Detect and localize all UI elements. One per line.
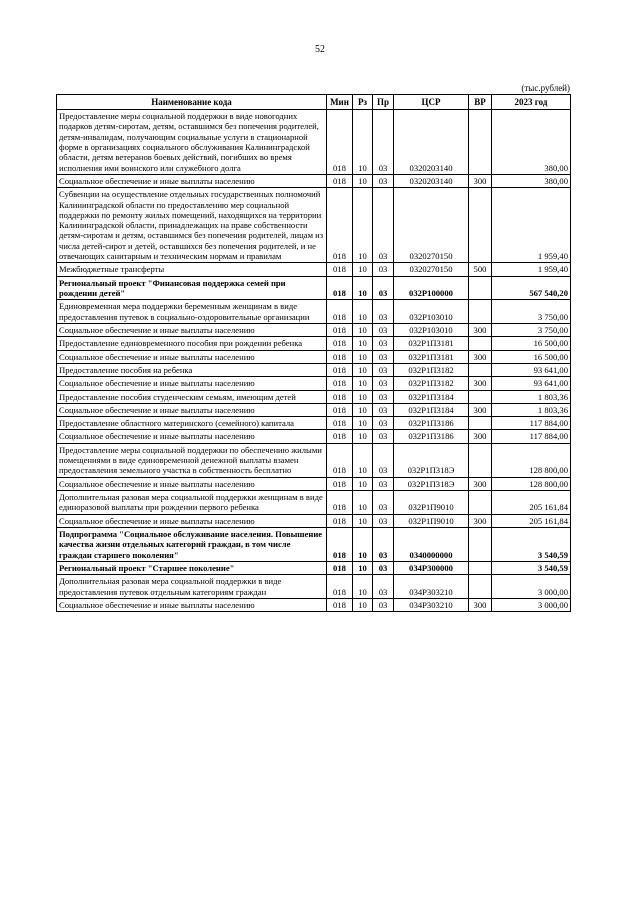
cell-min: 018 bbox=[327, 110, 353, 175]
cell-name: Социальное обеспечение и иные выплаты населению bbox=[57, 323, 327, 336]
cell-csr: 034P300000 bbox=[394, 561, 469, 574]
cell-csr: 032P1П3186 bbox=[394, 430, 469, 443]
table-row bbox=[57, 575, 571, 599]
cell-vr: 300 bbox=[469, 430, 492, 443]
cell-rz: 10 bbox=[353, 350, 373, 363]
cell-pr: 03 bbox=[373, 276, 394, 300]
column-header-rz: Рз bbox=[353, 95, 373, 110]
budget-table bbox=[56, 94, 571, 612]
cell-rz: 10 bbox=[353, 443, 373, 477]
cell-amount: 1 959,40 bbox=[492, 263, 571, 276]
cell-min: 018 bbox=[327, 561, 353, 574]
cell-csr: 0340000000 bbox=[394, 527, 469, 561]
cell-pr: 03 bbox=[373, 263, 394, 276]
cell-pr: 03 bbox=[373, 337, 394, 350]
cell-name: Социальное обеспечение и иные выплаты населению bbox=[57, 377, 327, 390]
cell-csr: 032P1П3182 bbox=[394, 363, 469, 376]
cell-csr: 032P1П318Э bbox=[394, 477, 469, 490]
cell-name: Единовременная мера поддержки беременным женщинам в виде предоставления путевок в социально-оздоровительные организации bbox=[57, 300, 327, 324]
cell-name: Предоставление пособия студенческим семьям, имеющим детей bbox=[57, 390, 327, 403]
cell-vr bbox=[469, 491, 492, 515]
cell-csr: 032P1П3184 bbox=[394, 390, 469, 403]
cell-name: Социальное обеспечение и иные выплаты населению bbox=[57, 477, 327, 490]
cell-rz: 10 bbox=[353, 377, 373, 390]
column-header-csr: ЦСР bbox=[394, 95, 469, 110]
cell-vr bbox=[469, 276, 492, 300]
cell-vr bbox=[469, 417, 492, 430]
cell-name: Социальное обеспечение и иные выплаты населению bbox=[57, 514, 327, 527]
column-header-pr: Пр bbox=[373, 95, 394, 110]
cell-csr: 032P103010 bbox=[394, 300, 469, 324]
table-row bbox=[57, 110, 571, 175]
table-row bbox=[57, 300, 571, 324]
units-label: (тыс.рублей) bbox=[521, 83, 570, 93]
cell-rz: 10 bbox=[353, 403, 373, 416]
table-row bbox=[57, 477, 571, 490]
cell-amount: 93 641,00 bbox=[492, 377, 571, 390]
table-row bbox=[57, 598, 571, 611]
cell-pr: 03 bbox=[373, 575, 394, 599]
cell-name: Дополнительная разовая мера социальной поддержки женщинам в виде единоразовой выплаты при рождении первого ребенка bbox=[57, 491, 327, 515]
cell-vr: 300 bbox=[469, 598, 492, 611]
cell-pr: 03 bbox=[373, 430, 394, 443]
cell-csr: 032P1П3182 bbox=[394, 377, 469, 390]
table-row bbox=[57, 443, 571, 477]
cell-vr bbox=[469, 188, 492, 263]
cell-pr: 03 bbox=[373, 323, 394, 336]
cell-min: 018 bbox=[327, 527, 353, 561]
cell-min: 018 bbox=[327, 491, 353, 515]
cell-csr: 034P303210 bbox=[394, 598, 469, 611]
cell-amount: 93 641,00 bbox=[492, 363, 571, 376]
table-row bbox=[57, 390, 571, 403]
cell-amount: 3 000,00 bbox=[492, 598, 571, 611]
cell-csr: 032P100000 bbox=[394, 276, 469, 300]
cell-vr bbox=[469, 337, 492, 350]
cell-vr bbox=[469, 561, 492, 574]
cell-min: 018 bbox=[327, 174, 353, 187]
cell-csr: 032P1П9010 bbox=[394, 491, 469, 515]
column-header-name: Наименование кода bbox=[57, 95, 327, 110]
cell-rz: 10 bbox=[353, 300, 373, 324]
table-row bbox=[57, 337, 571, 350]
cell-vr bbox=[469, 110, 492, 175]
cell-csr: 032P103010 bbox=[394, 323, 469, 336]
cell-amount: 16 500,00 bbox=[492, 350, 571, 363]
cell-name: Предоставление пособия на ребенка bbox=[57, 363, 327, 376]
cell-name: Социальное обеспечение и иные выплаты населению bbox=[57, 174, 327, 187]
cell-amount: 1 803,36 bbox=[492, 390, 571, 403]
cell-min: 018 bbox=[327, 598, 353, 611]
cell-csr: 032P1П9010 bbox=[394, 514, 469, 527]
cell-name: Предоставление меры социальной поддержки по обеспечению жилыми помещениями в виде единовременной денежной выплаты взамен предоставления земельного участка в собственность бесплатно bbox=[57, 443, 327, 477]
cell-amount: 380,00 bbox=[492, 174, 571, 187]
cell-amount: 1 959,40 bbox=[492, 188, 571, 263]
cell-name: Субвенции на осуществление отдельных государственных полномочий Калининградской области по предоставлению мер социальной поддержки по ремонту жилых помещений, находящихся на территории Калининградской области, принадлежащих на праве собственности детям-сиротам и детям, оставшимся без попечения родителей, лицам из числа детей-сирот и детей, оставшихся без попечения родителей, и не отвечающих санитарным и техническим нормам и правилам bbox=[57, 188, 327, 263]
cell-amount: 128 800,00 bbox=[492, 443, 571, 477]
cell-rz: 10 bbox=[353, 430, 373, 443]
table-row bbox=[57, 491, 571, 515]
cell-amount: 380,00 bbox=[492, 110, 571, 175]
cell-csr: 032P1П3181 bbox=[394, 350, 469, 363]
cell-vr: 300 bbox=[469, 377, 492, 390]
cell-pr: 03 bbox=[373, 417, 394, 430]
cell-vr: 300 bbox=[469, 323, 492, 336]
table-row bbox=[57, 527, 571, 561]
cell-vr bbox=[469, 443, 492, 477]
cell-rz: 10 bbox=[353, 477, 373, 490]
cell-vr bbox=[469, 363, 492, 376]
cell-min: 018 bbox=[327, 323, 353, 336]
cell-pr: 03 bbox=[373, 443, 394, 477]
cell-vr bbox=[469, 300, 492, 324]
cell-min: 018 bbox=[327, 377, 353, 390]
cell-vr bbox=[469, 390, 492, 403]
cell-csr: 0320270150 bbox=[394, 263, 469, 276]
cell-rz: 10 bbox=[353, 188, 373, 263]
table-body bbox=[57, 110, 571, 612]
cell-pr: 03 bbox=[373, 598, 394, 611]
cell-rz: 10 bbox=[353, 575, 373, 599]
column-header-vr: ВР bbox=[469, 95, 492, 110]
cell-min: 018 bbox=[327, 514, 353, 527]
table-row bbox=[57, 561, 571, 574]
cell-name: Межбюджетные трансферты bbox=[57, 263, 327, 276]
column-header-min: Мин bbox=[327, 95, 353, 110]
cell-amount: 567 540,20 bbox=[492, 276, 571, 300]
table-row bbox=[57, 417, 571, 430]
cell-amount: 205 161,84 bbox=[492, 491, 571, 515]
cell-amount: 3 750,00 bbox=[492, 300, 571, 324]
cell-pr: 03 bbox=[373, 110, 394, 175]
cell-amount: 3 750,00 bbox=[492, 323, 571, 336]
cell-min: 018 bbox=[327, 337, 353, 350]
cell-min: 018 bbox=[327, 575, 353, 599]
cell-name: Региональный проект "Старшее поколение" bbox=[57, 561, 327, 574]
table-row bbox=[57, 188, 571, 263]
cell-rz: 10 bbox=[353, 514, 373, 527]
cell-pr: 03 bbox=[373, 477, 394, 490]
cell-rz: 10 bbox=[353, 110, 373, 175]
table-row bbox=[57, 174, 571, 187]
cell-amount: 3 000,00 bbox=[492, 575, 571, 599]
cell-rz: 10 bbox=[353, 174, 373, 187]
cell-name: Предоставление единовременного пособия при рождении ребенка bbox=[57, 337, 327, 350]
table-row bbox=[57, 377, 571, 390]
cell-min: 018 bbox=[327, 403, 353, 416]
table-row bbox=[57, 514, 571, 527]
cell-amount: 16 500,00 bbox=[492, 337, 571, 350]
cell-pr: 03 bbox=[373, 561, 394, 574]
cell-amount: 117 884,00 bbox=[492, 430, 571, 443]
cell-pr: 03 bbox=[373, 174, 394, 187]
cell-min: 018 bbox=[327, 417, 353, 430]
cell-min: 018 bbox=[327, 276, 353, 300]
cell-csr: 0320203140 bbox=[394, 174, 469, 187]
cell-min: 018 bbox=[327, 263, 353, 276]
cell-min: 018 bbox=[327, 350, 353, 363]
table-row bbox=[57, 430, 571, 443]
cell-vr: 300 bbox=[469, 174, 492, 187]
cell-rz: 10 bbox=[353, 598, 373, 611]
cell-amount: 3 540,59 bbox=[492, 527, 571, 561]
cell-amount: 1 803,36 bbox=[492, 403, 571, 416]
cell-vr: 300 bbox=[469, 403, 492, 416]
cell-name: Предоставление областного материнского (семейного) капитала bbox=[57, 417, 327, 430]
cell-name: Региональный проект "Финансовая поддержка семей при рождении детей" bbox=[57, 276, 327, 300]
cell-name: Предоставление меры социальной поддержки в виде новогодних подарков детям-сиротам, детям, оставшимся без попечения родителей, детям-инвалидам, получающим социальные услуги в стационарной форме в организациях социального обслуживания Калининградской области, детям ветеранов боевых действий, погибших во время исполнения ими воинского или служебного долга bbox=[57, 110, 327, 175]
cell-name: Дополнительная разовая мера социальной поддержки в виде предоставления путевок отдельным категориям граждан bbox=[57, 575, 327, 599]
cell-csr: 032P1П3184 bbox=[394, 403, 469, 416]
cell-min: 018 bbox=[327, 443, 353, 477]
cell-min: 018 bbox=[327, 188, 353, 263]
cell-csr: 0320270150 bbox=[394, 188, 469, 263]
cell-pr: 03 bbox=[373, 390, 394, 403]
cell-csr: 032P1П3181 bbox=[394, 337, 469, 350]
cell-rz: 10 bbox=[353, 363, 373, 376]
cell-name: Социальное обеспечение и иные выплаты населению bbox=[57, 403, 327, 416]
cell-rz: 10 bbox=[353, 337, 373, 350]
cell-pr: 03 bbox=[373, 514, 394, 527]
cell-rz: 10 bbox=[353, 390, 373, 403]
cell-amount: 205 161,84 bbox=[492, 514, 571, 527]
cell-min: 018 bbox=[327, 430, 353, 443]
cell-rz: 10 bbox=[353, 527, 373, 561]
page-number: 52 bbox=[315, 44, 325, 55]
cell-vr: 300 bbox=[469, 514, 492, 527]
cell-pr: 03 bbox=[373, 403, 394, 416]
cell-amount: 117 884,00 bbox=[492, 417, 571, 430]
cell-amount: 3 540,59 bbox=[492, 561, 571, 574]
cell-rz: 10 bbox=[353, 263, 373, 276]
cell-min: 018 bbox=[327, 300, 353, 324]
cell-name: Социальное обеспечение и иные выплаты населению bbox=[57, 350, 327, 363]
cell-csr: 034P303210 bbox=[394, 575, 469, 599]
cell-pr: 03 bbox=[373, 350, 394, 363]
table-row bbox=[57, 403, 571, 416]
cell-rz: 10 bbox=[353, 323, 373, 336]
cell-pr: 03 bbox=[373, 377, 394, 390]
cell-rz: 10 bbox=[353, 417, 373, 430]
cell-min: 018 bbox=[327, 477, 353, 490]
cell-csr: 0320203140 bbox=[394, 110, 469, 175]
cell-rz: 10 bbox=[353, 491, 373, 515]
cell-vr bbox=[469, 575, 492, 599]
cell-amount: 128 800,00 bbox=[492, 477, 571, 490]
cell-pr: 03 bbox=[373, 363, 394, 376]
cell-vr: 300 bbox=[469, 477, 492, 490]
cell-pr: 03 bbox=[373, 188, 394, 263]
cell-name: Социальное обеспечение и иные выплаты населению bbox=[57, 598, 327, 611]
cell-vr: 300 bbox=[469, 350, 492, 363]
cell-pr: 03 bbox=[373, 300, 394, 324]
table-row bbox=[57, 263, 571, 276]
cell-name: Социальное обеспечение и иные выплаты населению bbox=[57, 430, 327, 443]
table-row bbox=[57, 350, 571, 363]
cell-min: 018 bbox=[327, 363, 353, 376]
cell-vr bbox=[469, 527, 492, 561]
cell-csr: 032P1П318Э bbox=[394, 443, 469, 477]
table-row bbox=[57, 276, 571, 300]
cell-vr: 500 bbox=[469, 263, 492, 276]
cell-csr: 032P1П3186 bbox=[394, 417, 469, 430]
cell-rz: 10 bbox=[353, 561, 373, 574]
cell-pr: 03 bbox=[373, 491, 394, 515]
column-header-year: 2023 год bbox=[492, 95, 571, 110]
cell-name: Подпрограмма "Социальное обслуживание населения. Повышение качества жизни отдельных категорий граждан, в том числе граждан старшего поколения" bbox=[57, 527, 327, 561]
cell-min: 018 bbox=[327, 390, 353, 403]
table-row bbox=[57, 363, 571, 376]
cell-pr: 03 bbox=[373, 527, 394, 561]
table-row bbox=[57, 323, 571, 336]
cell-rz: 10 bbox=[353, 276, 373, 300]
table-header-row bbox=[57, 95, 571, 110]
